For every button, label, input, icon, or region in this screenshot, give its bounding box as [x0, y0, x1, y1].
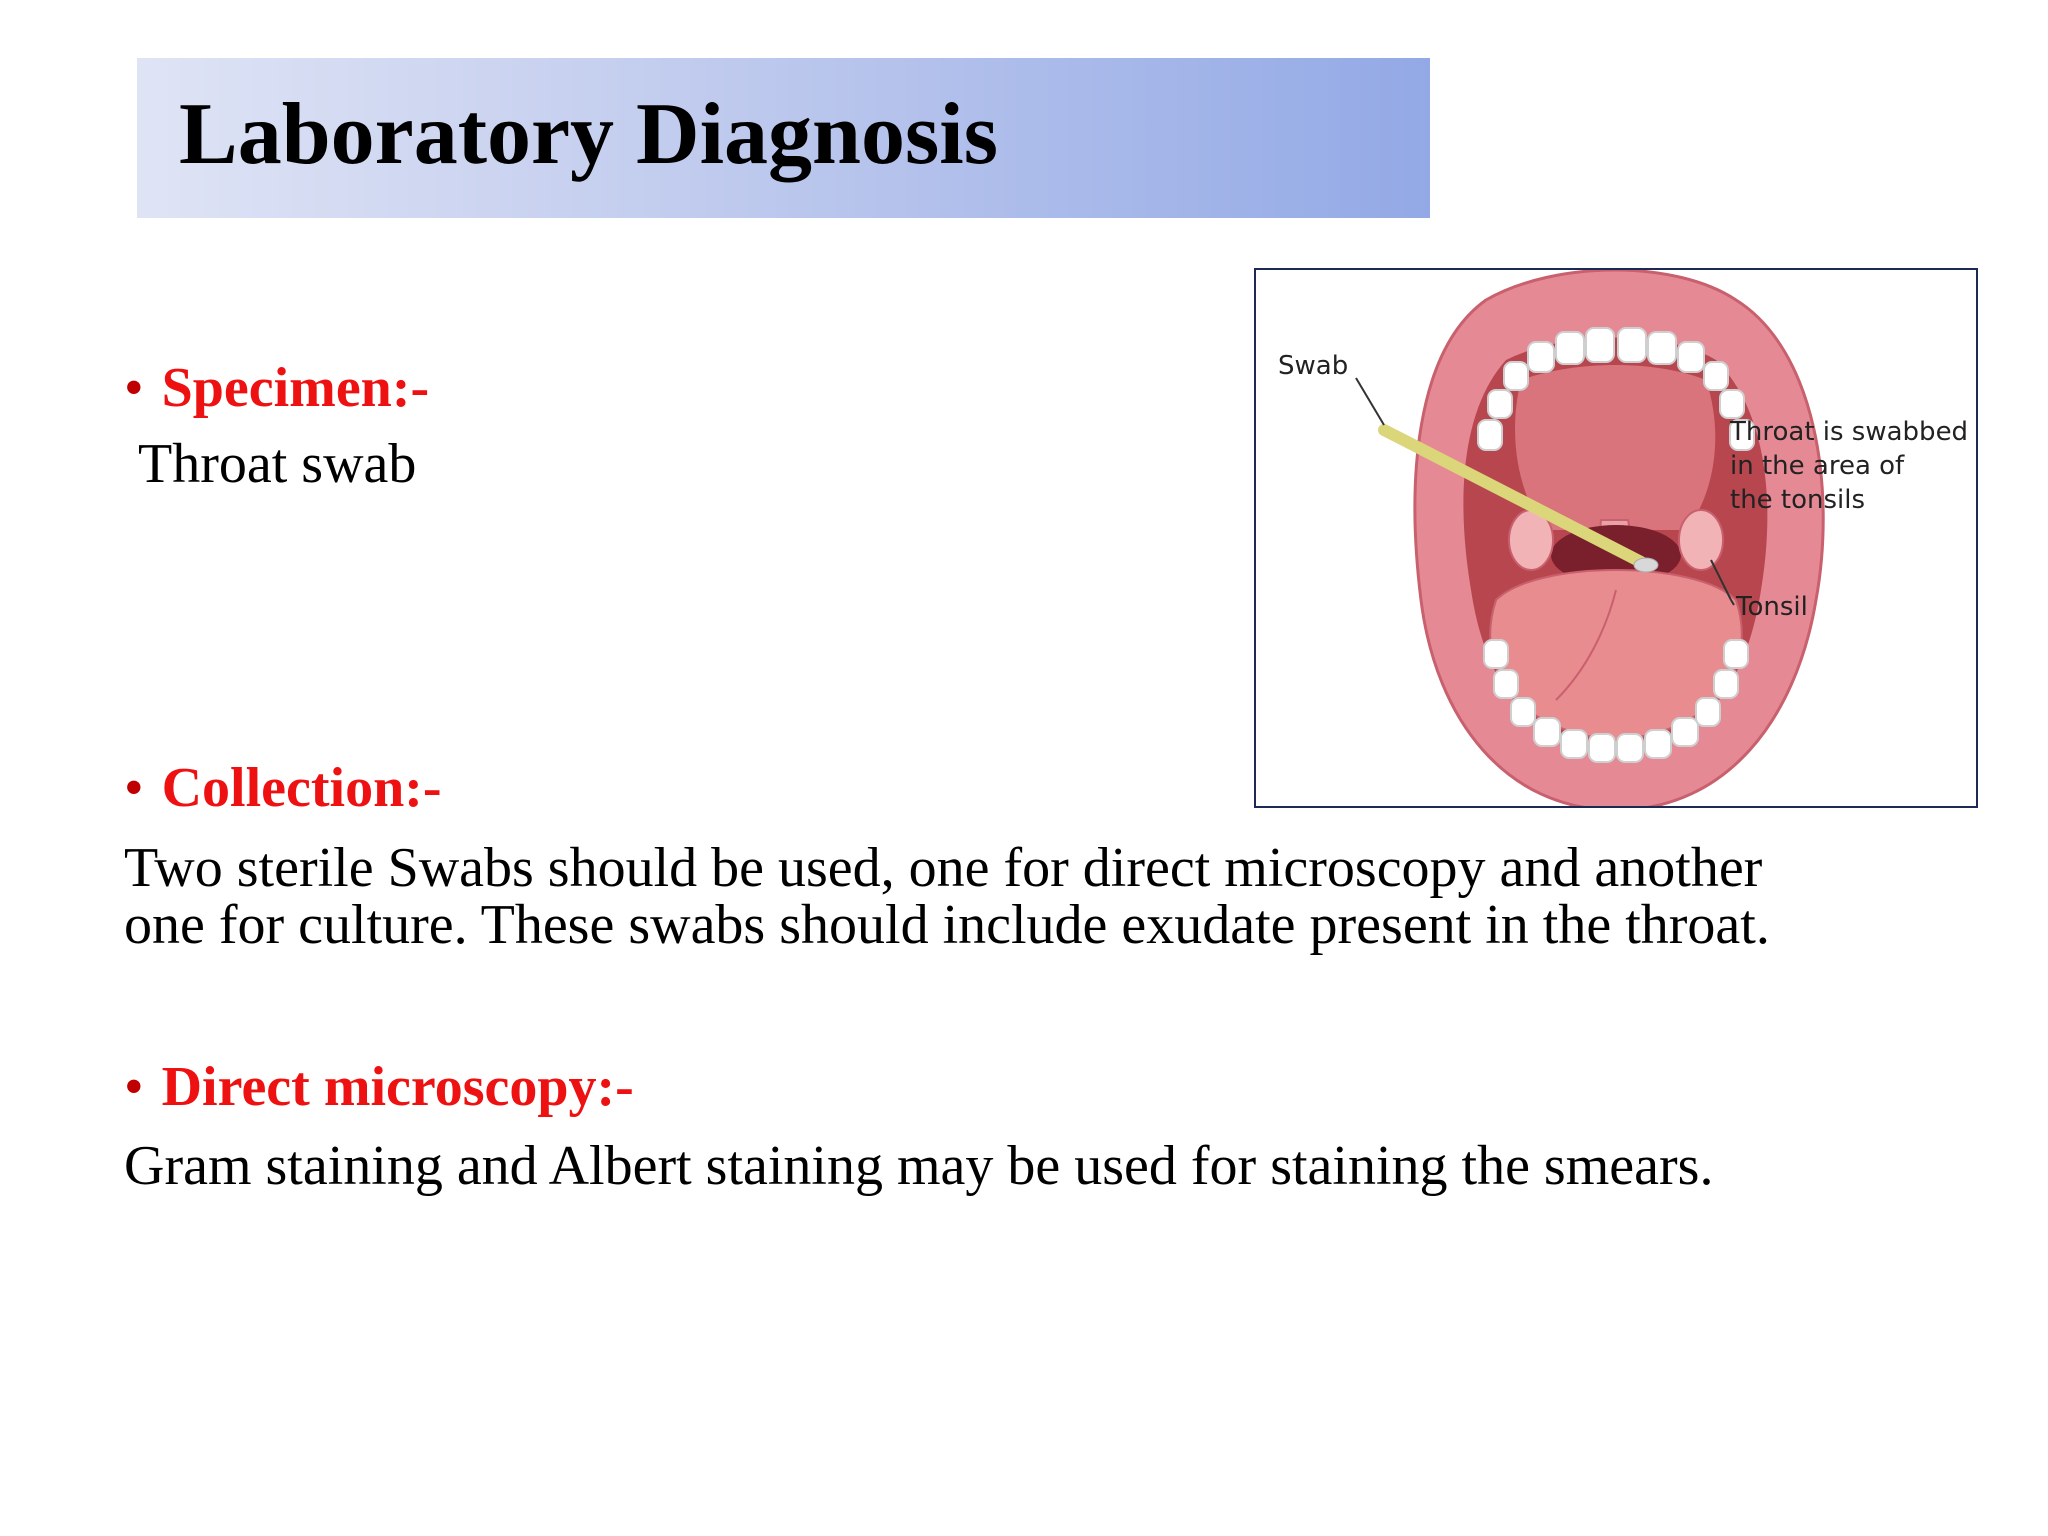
caption-line-2: in the area of — [1730, 451, 1905, 481]
swab-label: Swab — [1278, 351, 1349, 381]
microscopy-heading-label: Direct microscopy:- — [161, 1056, 634, 1118]
bullet-icon: • — [124, 757, 144, 819]
collection-text-line-2: one for culture. These swabs should include exudate present in the throat. — [124, 894, 1770, 956]
specimen-heading — [124, 358, 429, 420]
collection-heading-label: Collection:- — [161, 757, 442, 819]
collection-text-line-1: Two sterile Swabs should be used, one for direct microscopy and another — [124, 837, 1763, 899]
collection-heading — [124, 758, 442, 820]
swab-leader-line — [1356, 378, 1384, 425]
specimen-text: Throat swab — [138, 433, 417, 495]
caption-line-3: the tonsils — [1730, 485, 1866, 515]
page-title: Laboratory Diagnosis — [179, 86, 998, 183]
tonsil-label: Tonsil — [1736, 592, 1808, 622]
title-banner — [137, 58, 1430, 218]
tonsil-right — [1679, 510, 1723, 570]
specimen-heading-label: Specimen:- — [161, 357, 430, 419]
bullet-icon: • — [124, 1056, 144, 1118]
throat-swab-figure — [1254, 268, 1978, 808]
bullet-icon: • — [124, 357, 144, 419]
palate — [1515, 365, 1715, 530]
microscopy-text: Gram staining and Albert staining may be used for staining the smears. — [124, 1135, 1714, 1197]
swab-tip — [1634, 558, 1658, 572]
mouth-illustration — [1256, 270, 1976, 806]
caption-line-1: Throat is swabbed — [1730, 417, 1969, 447]
microscopy-heading — [124, 1057, 634, 1119]
